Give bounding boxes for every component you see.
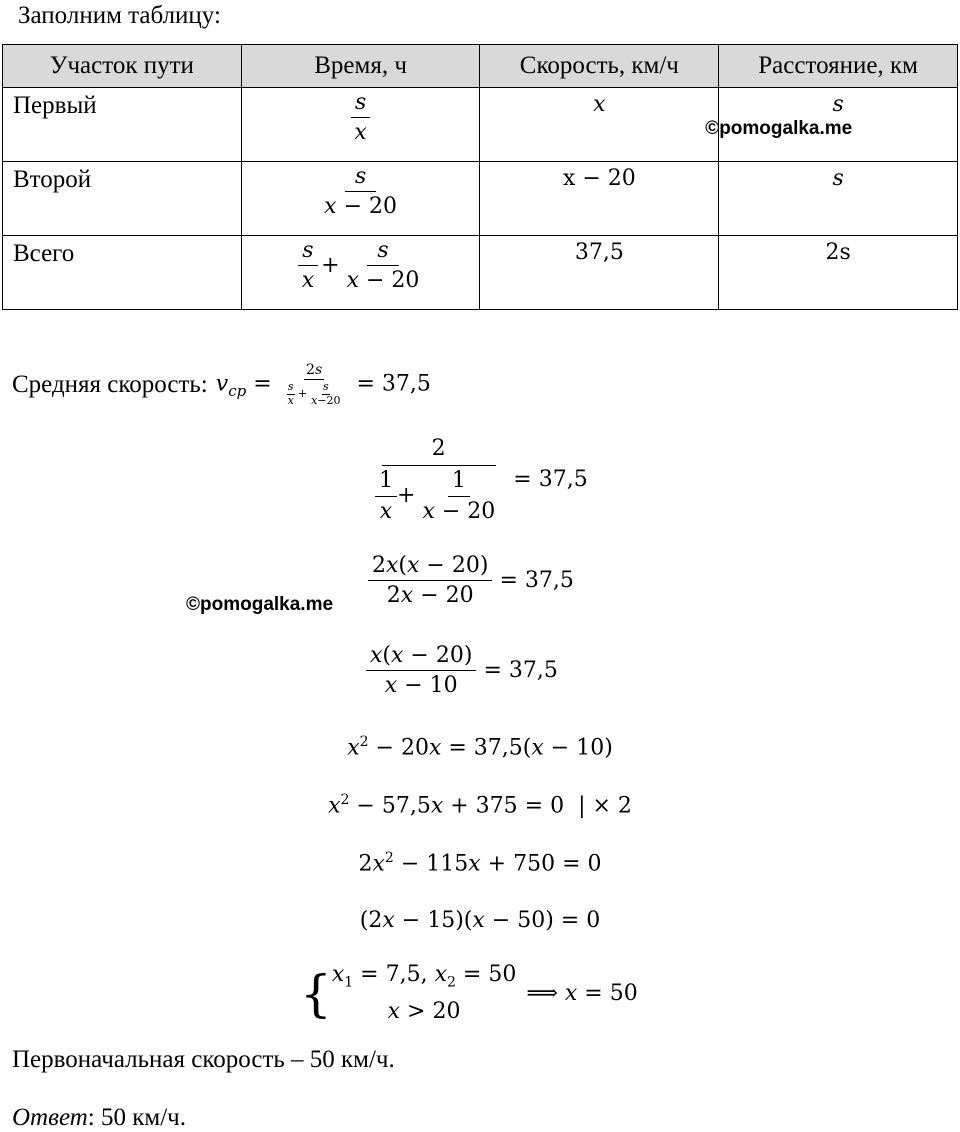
equation-step-1: 2 $\frac{1}{x}$ + $\frac{1}{x - 20}$ = 37,5 xyxy=(368,436,588,524)
answer-value: : 50 км/ч. xyxy=(87,1104,186,1131)
row-label: Всего xyxy=(3,236,242,310)
speed-cell: x xyxy=(480,88,719,162)
table-row xyxy=(3,88,958,162)
speed-cell: 37,5 xyxy=(480,236,719,310)
time-cell: $\frac{s}{x - 20}$ xyxy=(241,162,480,236)
average-speed-line xyxy=(12,362,431,407)
watermark: ©pomogalka.me xyxy=(705,118,853,139)
distance-cell: s ©pomogalka.me xyxy=(719,88,958,162)
system-of-conditions xyxy=(300,960,638,1027)
table-row xyxy=(3,236,958,310)
table-row xyxy=(3,162,958,236)
system-line-1: $x_1 = 7,5$, $x_2 = 50$ xyxy=(331,962,517,991)
header-segment: Участок пути xyxy=(3,45,242,88)
brace-icon: { xyxy=(300,964,332,1023)
equation-step-7: (2x − 15)(x − 50) = 0 xyxy=(359,908,601,933)
average-speed-formula: $v_{cp}$ = 2s $\frac{s}{x}$ + $\frac{s}{x-20}$ = 37,5 xyxy=(215,362,431,407)
table-header-row xyxy=(3,45,958,88)
speed-cell: x − 20 xyxy=(480,162,719,236)
equation-step-5: $x^2 - 57,5x + 375 = 0$ | × 2 xyxy=(328,792,632,819)
answer-label: Ответ xyxy=(12,1104,88,1131)
equation-step-6: $2x^2 - 115x + 750 = 0$ xyxy=(358,850,602,877)
equation-step-3: $\frac{x(x - 20)}{x - 10}$ = 37,5 xyxy=(363,643,558,699)
conclusion-text: Первоначальная скорость – 50 км/ч. xyxy=(12,1046,395,1073)
equation-step-2: $\frac{2x(x - 20)}{2x - 20}$ = 37,5 xyxy=(365,553,574,609)
system-result: ⟹ x = 50 xyxy=(526,981,638,1007)
average-speed-label: Средняя скорость: xyxy=(12,370,208,398)
header-speed: Скорость, км/ч xyxy=(480,45,719,88)
answer-line xyxy=(12,1104,186,1132)
system-line-2: x > 20 xyxy=(387,999,461,1025)
intro-text: Заполним таблицу: xyxy=(18,2,221,29)
row-label: Второй xyxy=(3,162,242,236)
distance-cell: s xyxy=(719,162,958,236)
watermark: ©pomogalka.me xyxy=(186,594,334,615)
equation-step-4: $x^2 - 20x = 37,5(x - 10)$ xyxy=(347,734,613,761)
distance-cell: 2s xyxy=(719,236,958,310)
header-distance: Расстояние, км xyxy=(719,45,958,88)
row-label: Первый xyxy=(3,88,242,162)
data-table xyxy=(2,44,958,310)
header-time: Время, ч xyxy=(241,45,480,88)
time-cell: $\frac{s}{x}$ + $\frac{s}{x - 20}$ xyxy=(241,236,480,310)
time-cell: $\frac{s}{x}$ xyxy=(241,88,480,162)
